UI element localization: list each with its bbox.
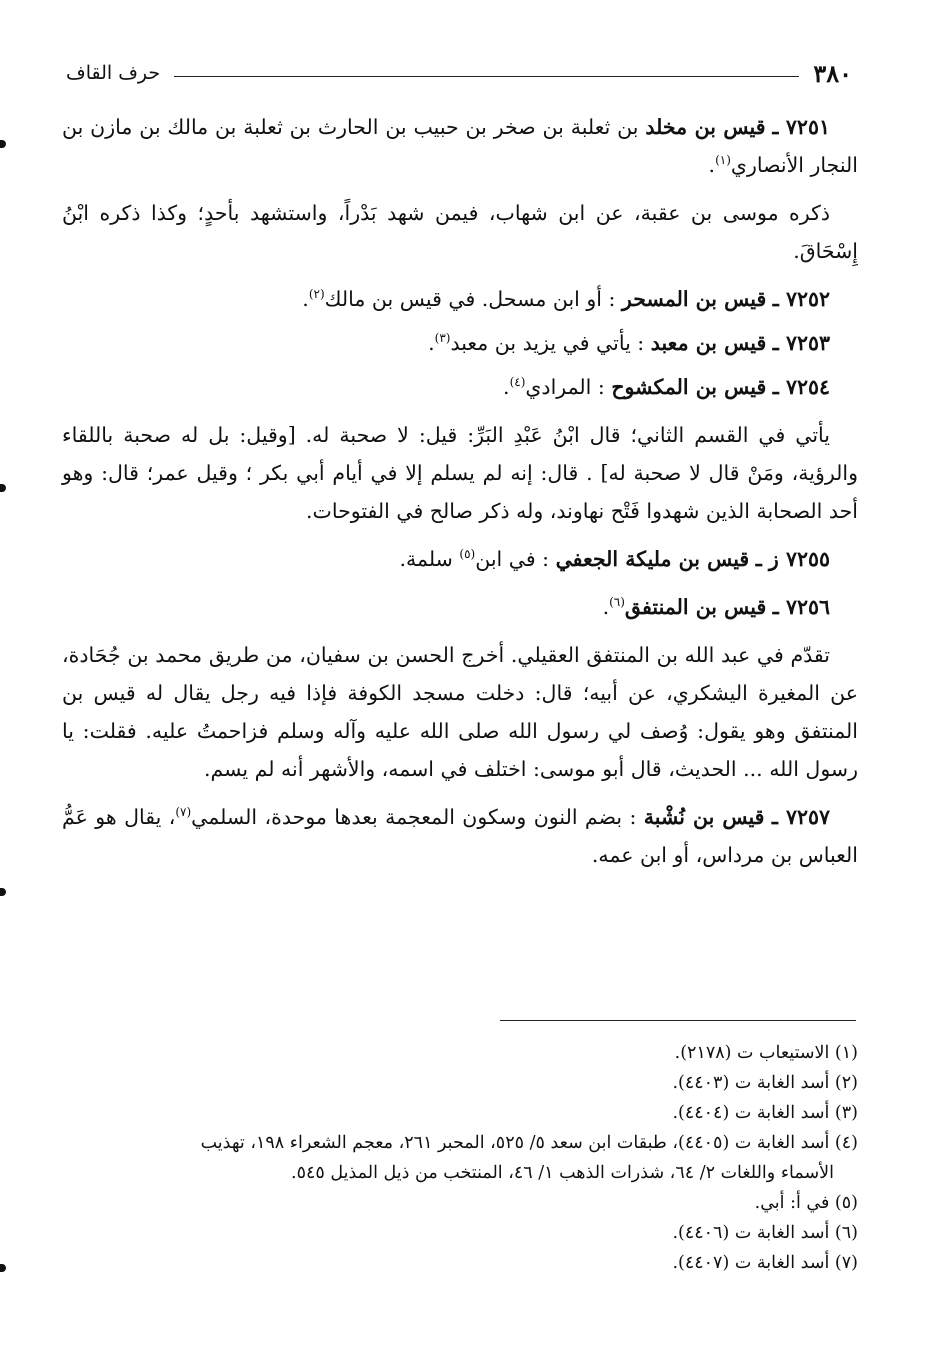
- entry-number: ٧٢٥٦ ـ: [772, 595, 830, 619]
- footnote-ref[interactable]: (٢): [308, 287, 325, 302]
- scan-mark: [0, 1264, 6, 1272]
- footnote-5: (٥) في أ: أبي.: [754, 1193, 858, 1213]
- entry-text: : بضم النون وسكون المعجمة بعدها موحدة، السلمي: [191, 805, 637, 829]
- footnote-3: (٣) أسد الغابة ت (٤٤٠٤).: [672, 1103, 858, 1123]
- entry-number: ٧٢٥٣ ـ: [772, 331, 830, 355]
- footnote-ref[interactable]: (٥): [459, 547, 476, 562]
- entry-end: .: [428, 331, 435, 355]
- entry-7257: [62, 798, 858, 874]
- entry-name: قيس بن مخلد: [645, 115, 766, 139]
- entry-7254: [62, 368, 858, 406]
- header-rule: [174, 76, 799, 77]
- entry-name: قيس بن مليكة الجعفي: [555, 547, 750, 571]
- scan-mark: [0, 484, 6, 492]
- footnote-7: (٧) أسد الغابة ت (٤٤٠٧).: [672, 1253, 858, 1273]
- footnote-4: [66, 1128, 858, 1188]
- footnote-4-line-1: (٤) أسد الغابة ت (٤٤٠٥)، طبقات ابن سعد ٥/ ٥٢٥، المحبر ٢٦١، معجم الشعراء ١٩٨، تهذيب: [200, 1133, 858, 1153]
- paragraph-7251: ذكره موسى بن عقبة، عن ابن شهاب، فيمن شهد بَدْراً، واستشهد بأحدٍ؛ وكذا ذكره ابْنُ إِسْحَاقَ.: [62, 201, 858, 263]
- entry-text: : المرادي: [525, 375, 605, 399]
- footnote-separator: [500, 1020, 856, 1021]
- entry-end: ، يقال هو عَمُّ العباس بن مرداس، أو ابن عمه.: [62, 805, 858, 867]
- entry-number: ٧٢٥٥ ز ـ: [755, 547, 830, 571]
- entry-name: قيس بن المنتفق: [624, 595, 767, 619]
- entry-7255: [62, 540, 858, 578]
- footnote-ref[interactable]: (٤): [509, 375, 526, 390]
- entry-name: قيس بن المسحر: [621, 287, 767, 311]
- entry-end: سلمة.: [399, 547, 453, 571]
- footnote-ref[interactable]: (١): [715, 153, 731, 168]
- footnote-4-line-2: الأسماء واللغات ٢/ ٦٤، شذرات الذهب ١/ ٤٦، المنتخب من ذيل المذيل ٥٤٥.: [291, 1163, 834, 1183]
- entry-7253: [62, 324, 858, 362]
- footnote-ref[interactable]: (٧): [175, 805, 192, 820]
- entry-number: ٧٢٥٢ ـ: [772, 287, 830, 311]
- entry-text: : يأتي في يزيد بن معبد: [450, 331, 645, 355]
- entry-end: .: [708, 153, 716, 177]
- entry-number: ٧٢٥١ ـ: [772, 115, 830, 139]
- paragraph-7254: يأتي في القسم الثاني؛ قال ابْنُ عَبْدِ البَرِّ: قيل: لا صحبة له. [وقيل: بل له صحبة باللقاء والرؤية، ومَنْ قال لا صحبة له] . قال: إنه لم يسلم إلا في أيام أبي بكر ؛ وقيل عمر؛ قال: وهو أحد الصحابة الذين شهدوا فَتْح نهاوند، وله ذكر صالح في الفتوحات.: [62, 423, 858, 523]
- footnote-6: (٦) أسد الغابة ت (٤٤٠٦).: [672, 1223, 858, 1243]
- running-title: حرف القاف: [66, 62, 161, 84]
- entry-name: قيس بن معبد: [650, 331, 767, 355]
- entry-name: قيس بن نُشْبة: [643, 805, 765, 829]
- footnotes: [66, 1038, 858, 1278]
- footnote-2: (٢) أسد الغابة ت (٤٤٠٣).: [672, 1073, 858, 1093]
- page-header: [66, 56, 852, 90]
- entry-text: : أو ابن مسحل. في قيس بن مالك: [324, 287, 616, 311]
- main-text: [62, 108, 858, 884]
- entry-7252: [62, 280, 858, 318]
- entry-7251: [62, 108, 858, 184]
- entry-text: : في ابن: [475, 547, 550, 571]
- scan-mark: [0, 140, 6, 148]
- paragraph-7256: تقدّم في عبد الله بن المنتفق العقيلي. أخرج الحسن بن سفيان، من طريق محمد بن جُحَادة، عن المغيرة اليشكري، عن أبيه؛ قال: دخلت مسجد الكوفة فإذا فيه رجل يقال له قيس بن المنتفق وهو يقول: وُصف لي رسول الله صلى الله عليه وآله وسلم فزاحمتُ عليه. فقلت: يا رسول الله ... الحديث، قال أبو موسى: اختلف في اسمه، والأشهر أنه لم يسم.: [62, 643, 858, 781]
- entry-name: قيس بن المكشوح: [611, 375, 767, 399]
- entry-number: ٧٢٥٧ ـ: [771, 805, 830, 829]
- footnote-1: (١) الاستيعاب ت (٢١٧٨).: [674, 1043, 858, 1063]
- entry-text: بن ثعلبة بن صخر بن حبيب بن الحارث بن ثعلبة بن مالك بن مازن بن النجار الأنصاري: [62, 115, 858, 177]
- footnote-ref[interactable]: (٦): [609, 595, 625, 610]
- footnote-ref[interactable]: (٣): [434, 331, 451, 346]
- entry-end: .: [602, 595, 610, 619]
- entry-7256: [62, 588, 858, 626]
- entry-end: .: [503, 375, 510, 399]
- entry-end: .: [302, 287, 309, 311]
- scan-mark: [0, 888, 6, 896]
- entry-number: ٧٢٥٤ ـ: [772, 375, 830, 399]
- page-number: ٣٨٠: [813, 58, 852, 88]
